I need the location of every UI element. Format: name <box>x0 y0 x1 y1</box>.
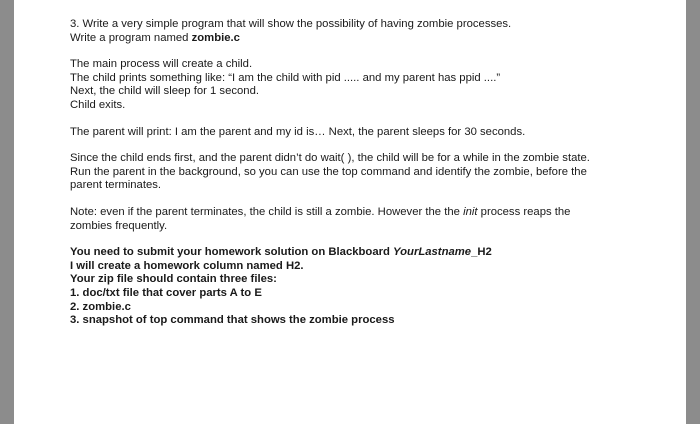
file-item-2: 2. zombie.c <box>70 300 131 313</box>
submission-instructions <box>70 246 650 328</box>
run-background-line: Run the parent in the background, so you can use the top command and identify the zombie, before the <box>70 165 587 178</box>
parent-print-line: The parent will print: I am the parent and my id is… Next, the parent sleeps for 30 seconds. <box>70 125 526 138</box>
note-line-2: zombies frequently. <box>70 219 168 232</box>
child-prints-line: The child prints something like: “I am the child with pid ..... and my parent has ppid ....” <box>70 71 501 84</box>
parent-terminates-line: parent terminates. <box>70 179 162 192</box>
homework-column-line: I will create a homework column named H2. <box>70 259 304 272</box>
main-process-line: The main process will create a child. <box>70 58 253 71</box>
zip-file-line: Your zip file should contain three files: <box>70 273 277 286</box>
lastname-placeholder: YourLastname <box>393 246 472 259</box>
file-item-1: 1. doc/txt file that cover parts A to E <box>70 286 262 299</box>
zombie-state-line: Since the child ends first, and the parent didn’t do wait( ), the child will be for a while in the zombie state. <box>70 152 590 165</box>
question-program-name: Write a program named zombie.c <box>70 31 240 44</box>
program-filename: zombie.c <box>191 31 240 44</box>
child-exits-line: Child exits. <box>70 98 126 111</box>
file-item-3: 3. snapshot of top command that shows the zombie process <box>70 314 395 327</box>
child-sleep-line: Next, the child will sleep for 1 second. <box>70 85 260 98</box>
question-title: 3. Write a very simple program that will show the possibility of having zombie processes. <box>70 18 512 30</box>
note-line: Note: even if the parent terminates, the child is still a zombie. However the the init process reaps the <box>70 205 571 218</box>
document-page <box>14 0 686 424</box>
submit-line: You need to submit your homework solution on Blackboard YourLastname_H2 <box>70 246 492 259</box>
init-term: init <box>463 205 478 218</box>
document-content <box>70 18 650 328</box>
